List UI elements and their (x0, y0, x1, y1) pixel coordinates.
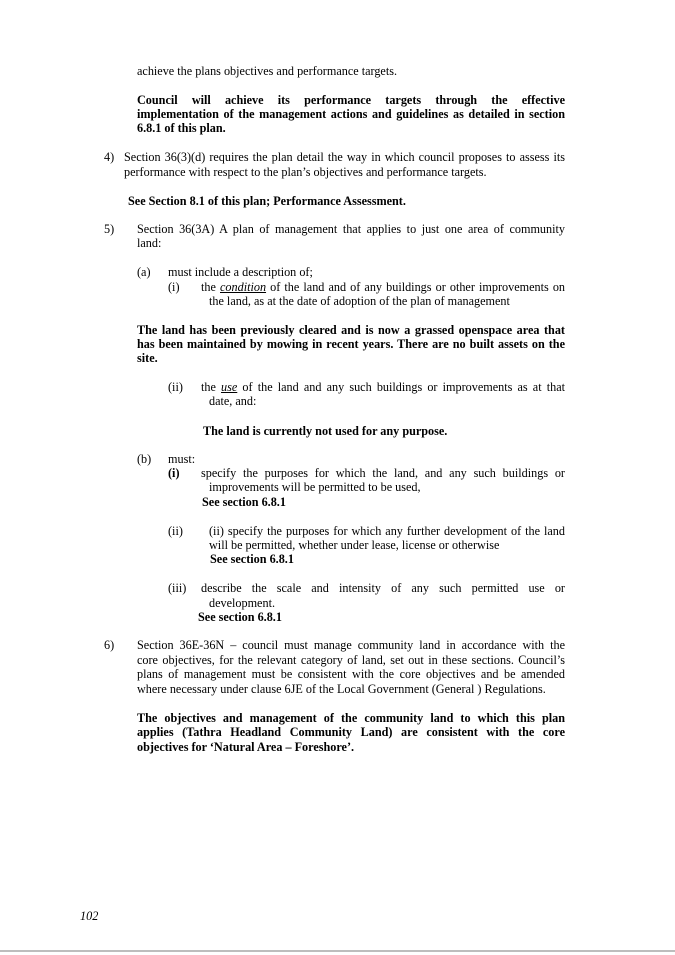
sub-b-ii-text: will be permitted, whether under lease, license or otherwise (209, 538, 500, 552)
item-number: 4) (104, 150, 115, 164)
item-6-text: where necessary under clause 6JE of the Local Government (General ) Regulations. (137, 682, 546, 696)
sub-a-ii-text: date, and: (209, 394, 257, 408)
page-number: 102 (80, 909, 99, 923)
section-reference: See section 6.8.1 (198, 610, 282, 624)
response-i-line: The land has been previously cleared and is now a grassed openspace area that (137, 323, 565, 337)
response-i-line: site. (137, 351, 158, 365)
item-6-text: Section 36E-36N – council must manage community land in accordance with the (137, 638, 565, 652)
sub-b-ii-text: (ii) specify the purposes for which any further development of the land (209, 524, 565, 538)
sub-a-i-text: the land, as at the date of adoption of the plan of management (209, 294, 510, 308)
emphasis-condition: condition (220, 280, 267, 294)
section-reference: See section 6.8.1 (210, 552, 294, 566)
sub-b-iii-text: development. (209, 596, 275, 610)
item-6-response-line: The objectives and management of the community land to which this plan (137, 711, 565, 725)
sub-sub-label: (i) (168, 466, 180, 480)
page-bottom-divider (0, 950, 675, 952)
item-6-text: core objectives, for the relevant category of land, set out in these sections. Council’s (137, 653, 565, 667)
sub-b-iii-text: describe the scale and intensity of any such permitted use or (201, 581, 565, 595)
section-reference: See section 6.8.1 (202, 495, 286, 509)
sub-label: (a) (137, 265, 151, 279)
sub-b-text: must: (168, 452, 196, 466)
sub-sub-label: (iii) (168, 581, 187, 595)
item-4-text: performance with respect to the plan’s objectives and performance targets. (124, 165, 487, 179)
response-i-line: has been maintained by mowing in recent years. There are no built assets on the (137, 337, 565, 351)
response-ii: The land is currently not used for any purpose. (203, 424, 448, 438)
item-5-text: land: (137, 236, 162, 250)
item-6-response-line: objectives for ‘Natural Area – Foreshore’. (137, 740, 355, 754)
item-number: 5) (104, 222, 115, 236)
council-statement-line: 6.8.1 of this plan. (137, 121, 226, 135)
sub-a-i-text: the condition of the land and of any buildings or other improvements on (201, 280, 566, 294)
item-4-text: Section 36(3)(d) requires the plan detail the way in which council proposes to assess its (124, 150, 565, 164)
sub-label: (b) (137, 452, 152, 466)
sub-b-i-text: improvements will be permitted to be used, (209, 480, 421, 494)
item-number: 6) (104, 638, 115, 652)
sub-sub-label: (ii) (168, 380, 183, 394)
sub-a-ii-text: the use of the land and any such buildings or improvements as at that (201, 380, 565, 394)
intro-line: achieve the plans objectives and performance targets. (137, 64, 398, 78)
item-6-text: plans of management must be consistent with the core objectives and be amended (137, 667, 565, 681)
emphasis-use: use (221, 380, 238, 394)
council-statement-line: Council will achieve its performance targets through the effective (137, 93, 565, 107)
sub-b-i-text: specify the purposes for which the land, and any such buildings or (201, 466, 565, 480)
sub-a-text: must include a description of; (168, 265, 313, 279)
council-statement-line: implementation of the management actions and guidelines as detailed in section (137, 107, 565, 121)
item-5-text: Section 36(3A) A plan of management that applies to just one area of community (137, 222, 565, 236)
item-6-response-line: applies (Tathra Headland Community Land) are consistent with the core (137, 725, 565, 739)
sub-sub-label: (ii) (168, 524, 183, 538)
sub-sub-label: (i) (168, 280, 180, 294)
item-4-response: See Section 8.1 of this plan; Performance Assessment. (128, 194, 406, 208)
